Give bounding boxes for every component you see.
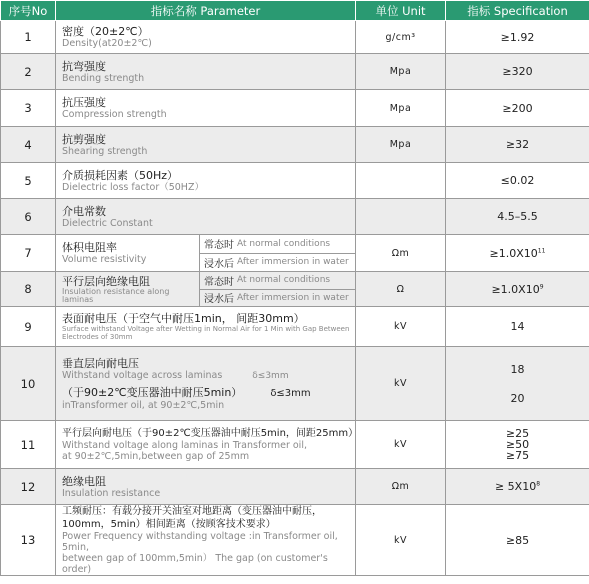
- param-cn: 垂直层向耐电压: [62, 356, 139, 370]
- row-no: 3: [1, 90, 56, 127]
- row-no: 9: [1, 307, 56, 347]
- param-en: Dielectric Constant: [62, 217, 153, 229]
- param-en: Dielectric loss factor（50HZ）: [62, 181, 204, 193]
- param-cn: 介质损耗因素（50Hz）: [62, 168, 179, 182]
- table-row: [1, 163, 589, 199]
- table-row: [1, 127, 589, 163]
- param-cn: 体积电阻率: [62, 241, 117, 254]
- table-row: [1, 272, 589, 307]
- row-parameter: [56, 127, 356, 163]
- row-no: 7: [1, 235, 56, 272]
- row-unit: g/cm³: [356, 21, 446, 54]
- row-spec: ≥32: [446, 127, 589, 163]
- row-no: 6: [1, 199, 56, 235]
- row-spec: ≥ $5X10^8$: [446, 469, 589, 505]
- header-no: 序号No: [1, 1, 56, 21]
- param-en: Insulation resistance along laminas: [62, 286, 170, 304]
- row-spec: 14: [446, 307, 589, 347]
- table-row: [1, 347, 589, 421]
- param-cn-2: （于90±2℃变压器油中耐压5min） δ≤3mm: [62, 385, 311, 399]
- param-en: Withstand voltage across laminas δ≤3mm: [62, 369, 289, 381]
- row-spec: 18 20: [446, 347, 589, 421]
- table-row: [1, 199, 589, 235]
- row-unit: [356, 199, 446, 235]
- row-spec: 4.5–5.5: [446, 199, 589, 235]
- row-unit: kV: [356, 505, 446, 576]
- param-cn: 抗压强度: [62, 96, 106, 109]
- condition-water: 浸水后 After immersion in water: [200, 289, 355, 307]
- row-no: 13: [1, 505, 56, 576]
- row-no: 10: [1, 347, 56, 421]
- param-en: Surface withstand Voltage after Wetting in Normal Air for 1 Min with Gap Between Electrodes of 30mm: [62, 325, 350, 341]
- param-cn: 表面耐电压（于空气中耐压1min， 间距30mm）: [62, 312, 305, 325]
- header-parameter: 指标名称 Parameter: [56, 1, 356, 21]
- param-en-2: between gap of 100mm,5min） The gap (on customer's order): [62, 553, 328, 575]
- param-en-2: inTransformer oil, at 90±2℃,5min: [62, 399, 225, 411]
- row-unit: Ωm: [356, 235, 446, 272]
- row-spec: $\ge 1.0X10^{11}$: [446, 235, 589, 272]
- row-unit: Ω: [356, 272, 446, 307]
- row-spec: ≥200: [446, 90, 589, 127]
- param-en-2: at 90±2℃,5min,between gap of 25mm: [62, 451, 250, 462]
- row-no: 8: [1, 272, 56, 307]
- row-parameter: [56, 235, 356, 272]
- param-en: Insulation resistance: [62, 487, 161, 499]
- param-cn: 工频耐压：有载分接开关油室对地距离（变压器油中耐压，: [62, 506, 322, 517]
- row-no: 2: [1, 54, 56, 90]
- table-row: [1, 505, 589, 576]
- table-row: [1, 235, 589, 272]
- row-unit: Mpa: [356, 54, 446, 90]
- param-en: Compression strength: [62, 109, 167, 120]
- table-row: [1, 90, 589, 127]
- header-specification: 指标 Specification: [446, 1, 589, 21]
- param-en: Volume resistivity: [62, 254, 147, 265]
- param-cn: 介电常数: [62, 204, 106, 218]
- row-no: 11: [1, 421, 56, 469]
- row-parameter: [56, 272, 356, 307]
- row-parameter: [56, 90, 356, 127]
- row-parameter: [56, 469, 356, 505]
- row-parameter: [56, 21, 356, 54]
- table-row: [1, 469, 589, 505]
- table-row: [1, 21, 589, 54]
- table-row: [1, 421, 589, 469]
- row-no: 1: [1, 21, 56, 54]
- condition-normal: 常态时 At normal conditions: [204, 238, 331, 252]
- row-unit: kV: [356, 421, 446, 469]
- param-cn: 抗剪强度: [62, 132, 106, 146]
- row-parameter: [56, 505, 356, 576]
- row-parameter: [56, 163, 356, 199]
- row-unit: kV: [356, 347, 446, 421]
- row-spec: ≥1.92: [446, 21, 589, 54]
- row-no: 4: [1, 127, 56, 163]
- condition-water: 浸水后 After immersion in water: [200, 253, 355, 272]
- row-spec: $\ge 1.0X10^9$: [446, 272, 589, 307]
- row-parameter: [56, 347, 356, 421]
- row-unit: Mpa: [356, 127, 446, 163]
- table-row: [1, 54, 589, 90]
- row-parameter: [56, 421, 359, 469]
- row-spec: ≤0.02: [446, 163, 589, 199]
- row-parameter: [56, 199, 356, 235]
- row-unit: Ωm: [356, 469, 446, 505]
- condition-normal: 常态时 At normal conditions: [204, 275, 331, 288]
- table-row: [1, 307, 589, 347]
- param-en: Density(at20±2℃): [62, 38, 152, 49]
- param-cn: 抗弯强度: [62, 59, 106, 73]
- param-cn: 平行层向绝缘电阻: [62, 274, 150, 288]
- param-cn: 平行层向耐电压（于90±2℃变压器油中耐压5min，间距25mm）: [62, 428, 359, 439]
- row-spec: ≥320: [446, 54, 589, 90]
- param-en: Shearing strength: [62, 145, 148, 157]
- row-unit: [356, 163, 446, 199]
- param-en: Power Frequency withstanding voltage :in Transformer oil, 5min,: [62, 531, 338, 553]
- row-spec: ≥85: [446, 505, 589, 576]
- param-cn: 密度（20±2℃）: [62, 25, 149, 38]
- row-no: 5: [1, 163, 56, 199]
- row-parameter: [56, 307, 356, 347]
- row-unit: kV: [356, 307, 446, 347]
- param-cn-2: 100mm，5min）相间距离（按顾客技术要求）: [62, 519, 276, 530]
- row-unit: Mpa: [356, 90, 446, 127]
- param-en: Withstand voltage along laminas in Transformer oil,: [62, 440, 307, 451]
- header-unit: 单位 Unit: [356, 1, 446, 21]
- header-row: [1, 1, 589, 21]
- row-no: 12: [1, 469, 56, 505]
- param-cn: 绝缘电阻: [62, 474, 106, 488]
- row-spec: ≥25 ≥50 ≥75: [446, 421, 589, 469]
- row-parameter: [56, 54, 356, 90]
- param-en: Bending strength: [62, 72, 145, 84]
